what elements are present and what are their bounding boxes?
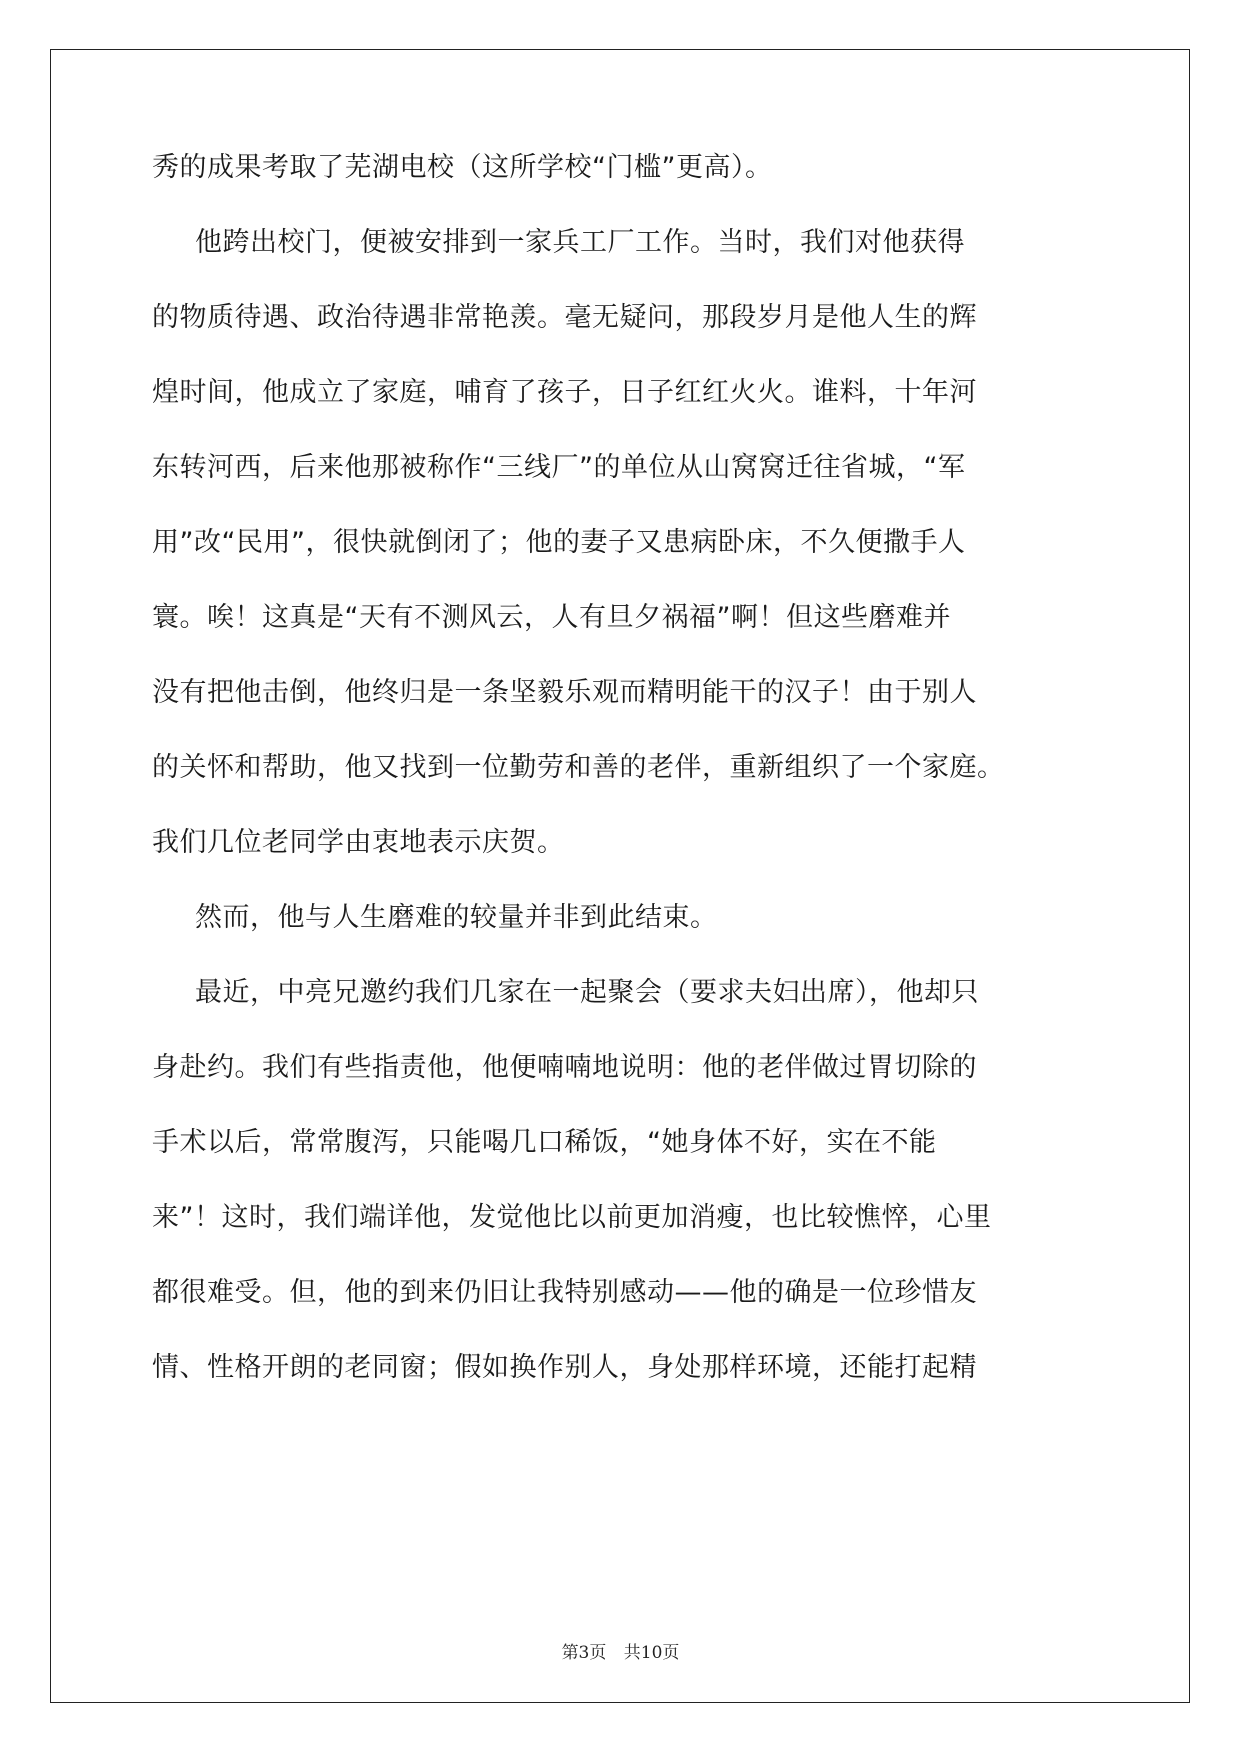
body-line-6: 用”改“民用”，很快就倒闭了；他的妻子又患病卧床，不久便撒手人 (152, 527, 966, 558)
body-line-12: 最近，中亮兄邀约我们几家在一起聚会（要求夫妇出席），他却只 (195, 977, 979, 1008)
body-line-13: 身赴约。我们有些指责他，他便喃喃地说明：他的老伴做过胃切除的 (152, 1052, 977, 1083)
body-line-9: 的关怀和帮助，他又找到一位勤劳和善的老伴，重新组织了一个家庭。 (152, 752, 1005, 783)
page-number: 第3页 (561, 1643, 607, 1663)
page-total: 共10页 (623, 1643, 680, 1663)
body-line-4: 煌时间，他成立了家庭，哺育了孩子，日子红红火火。谁料，十年河 (152, 377, 977, 408)
body-line-14: 手术以后，常常腹泻，只能喝几口稀饭，“她身体不好，实在不能 (152, 1127, 937, 1158)
body-line-16: 都很难受。但，他的到来仍旧让我特别感动——他的确是一位珍惜友 (152, 1277, 977, 1308)
body-line-15: 来”！这时，我们端详他，发觉他比以前更加消瘦，也比较憔悴，心里 (152, 1202, 992, 1233)
body-line-8: 没有把他击倒，他终归是一条坚毅乐观而精明能干的汉子！由于别人 (152, 677, 977, 708)
body-line-3: 的物质待遇、政治待遇非常艳羡。毫无疑问，那段岁月是他人生的辉 (152, 302, 977, 333)
page-footer (0, 1638, 1241, 1663)
body-line-1: 秀的成果考取了芜湖电校（这所学校“门槛”更高）。 (152, 152, 773, 183)
page-border (50, 49, 1190, 1703)
body-line-17: 情、性格开朗的老同窗；假如换作别人，身处那样环境，还能打起精 (152, 1352, 977, 1383)
body-line-11: 然而，他与人生磨难的较量并非到此结束。 (195, 902, 718, 933)
body-line-7: 寰。唉！这真是“天有不测风云，人有旦夕祸福”啊！但这些磨难并 (152, 602, 951, 633)
body-line-2: 他跨出校门，便被安排到一家兵工厂工作。当时，我们对他获得 (195, 227, 965, 258)
body-line-10: 我们几位老同学由衷地表示庆贺。 (152, 827, 565, 858)
body-line-5: 东转河西，后来他那被称作“三线厂”的单位从山窝窝迁往省城，“军 (152, 452, 966, 483)
